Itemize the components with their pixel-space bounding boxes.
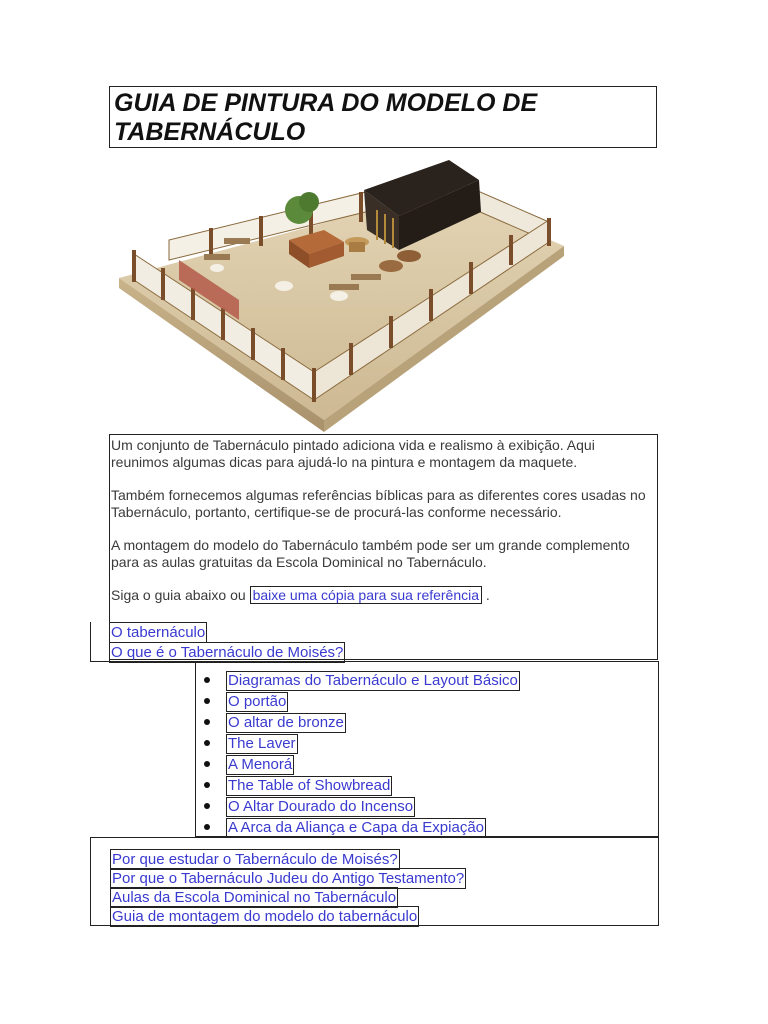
page-title: GUIA DE PINTURA DO MODELO DE TABERNÁCULO (114, 89, 538, 146)
link-laver[interactable]: The Laver (228, 735, 296, 752)
list-item (196, 818, 520, 839)
bullet-icon (204, 824, 210, 830)
link-table-showbread[interactable]: The Table of Showbread (228, 777, 391, 794)
intro-paragraph-2: Também fornecemos algumas referências bíblicas para as diferentes cores usadas no Tabernáculo, portanto, certifique-se de procurá-las conforme necessário. (111, 487, 646, 520)
link-assembly-guide[interactable]: Guia de montagem do modelo do tabernáculo (112, 908, 418, 925)
link-what-is-tabernacle[interactable]: O que é o Tabernáculo de Moisés? (111, 644, 344, 661)
link-the-tabernacle[interactable]: O tabernáculo (111, 624, 206, 641)
contents-list (196, 671, 520, 839)
list-item (196, 776, 520, 797)
link-diagrams[interactable]: Diagramas do Tabernáculo e Layout Básico (228, 672, 518, 689)
list-item (196, 755, 520, 776)
left-border-line (90, 622, 91, 662)
tabernacle-model-image (109, 150, 569, 432)
list-item (196, 734, 520, 755)
bottom-links-box (90, 837, 659, 926)
bullet-icon (204, 740, 210, 746)
bullet-icon (204, 698, 210, 704)
bullet-icon (204, 803, 210, 809)
link-why-study[interactable]: Por que estudar o Tabernáculo de Moisés? (112, 851, 398, 868)
guide-text: Siga o guia abaixo ou (111, 587, 250, 603)
intro-paragraph-1: Um conjunto de Tabernáculo pintado adiciona vida e realismo à exibição. Aqui reunimos algumas dicas para ajudá-lo na pintura e montagem da maquete. (111, 437, 595, 470)
list-item (196, 797, 520, 818)
list-item (196, 671, 520, 692)
download-copy-link[interactable]: baixe uma cópia para sua referência (250, 586, 482, 604)
link-gate[interactable]: O portão (228, 693, 287, 710)
list-item (196, 692, 520, 713)
link-menorah[interactable]: A Menorá (228, 756, 293, 773)
bullet-icon (204, 782, 210, 788)
link-ark-covenant[interactable]: A Arca da Aliança e Capa da Expiação (228, 819, 485, 836)
contents-list-box (195, 661, 659, 837)
guide-text-end: . (482, 587, 490, 603)
bullet-icon (204, 761, 210, 767)
list-item (196, 713, 520, 734)
link-golden-altar[interactable]: O Altar Dourado do Incenso (228, 798, 414, 815)
title-box (109, 86, 657, 148)
intro-paragraph-3: A montagem do modelo do Tabernáculo também pode ser um grande complemento para as aulas gratuitas da Escola Dominical no Tabernáculo. (111, 537, 630, 570)
bullet-icon (204, 719, 210, 725)
link-why-jewish-tabernacle[interactable]: Por que o Tabernáculo Judeu do Antigo Testamento? (112, 870, 465, 887)
link-bronze-altar[interactable]: O altar de bronze (228, 714, 344, 731)
bullet-icon (204, 677, 210, 683)
intro-paragraph-4 (111, 587, 656, 604)
link-sunday-school[interactable]: Aulas da Escola Dominical no Tabernáculo (112, 889, 397, 906)
